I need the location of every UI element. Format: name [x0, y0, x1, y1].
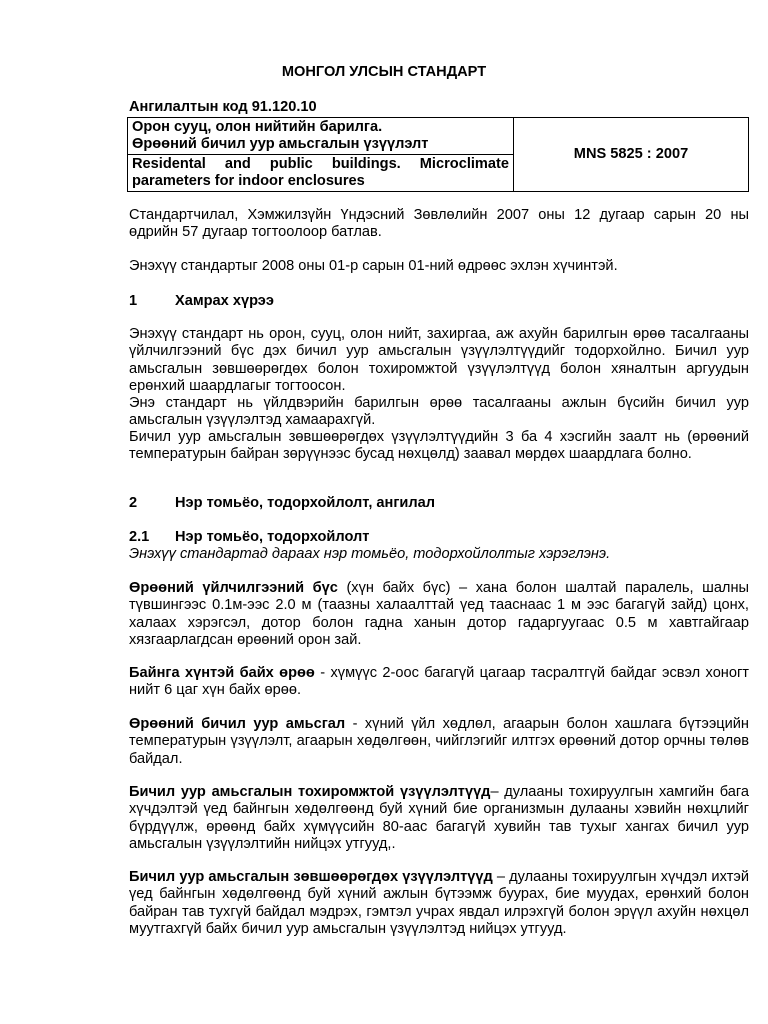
section-1-heading: [129, 293, 274, 310]
section-2-1-intro: Энэхүү стандартад дараах нэр томьёо, тодорхойлолтыг хэрэглэнэ.: [129, 546, 611, 562]
definition-term: Өрөөний бичил уур амьсгал: [129, 716, 346, 732]
document-title: МОНГОЛ УЛСЫН СТАНДАРТ: [281, 64, 487, 80]
definition-text: – дулааны тохируулгын хүчдэл ихтэй үед байнгын хөдөлгөөнд буй хүний ажлын бүтээмж буурах, бие муудах, ерөнхий болон байран тав тухгүй байдал мэдрэх, гэмтэл учрах явдал илрэхгүй болон эрүүл ахуйн нөхцөл муутгахгүй байх бичил уур амьсгалын үзүүлэлтэд нийцэх утгууд.: [129, 869, 749, 938]
definition-item: [129, 580, 749, 650]
approval-paragraph: Стандартчилал, Хэмжилзүйн Үндэсний Зөвлөлийн 2007 оны 12 дугаар сарын 20 ны өдрийн 57 дугаар тогтоолоор батлав.: [129, 207, 749, 241]
section-1-paragraph-1: Энэхүү стандарт нь орон, сууц, олон нийт, захиргаа, аж ахуйн барилгын өрөө тасалгааны үйлчилгээний бүс дэх бичил уур амьсгалын үзүүлэлтүүдийг тодорхойлно. Бичил уур амьсгалын зөвшөөрөгдөх болон тохиромжтой үзүүлэлтүүд болон хяналтын аргуудын ерөнхий шаардлагыг тогтоосон.: [129, 326, 749, 395]
section-2-number: 2: [129, 495, 138, 511]
mn-title-line2: Өрөөний бичил уур амьсгалын үзүүлэлт: [132, 136, 429, 152]
definition-text: - хүмүүс 2-оос багагүй цагаар тасралтгүй байдаг эсвэл хоногт нийт 6 цаг хүн байх өрөө.: [129, 665, 749, 699]
section-2-1-title: Нэр томьёо, тодорхойлолт: [175, 529, 370, 545]
section-1-title: Хамрах хүрээ: [175, 293, 274, 309]
definition-text: – дулааны тохируулгын хамгийн бага хүчдэлтэй үед байнгын хөдөлгөөнд буй хүний бие организмын дулааны хэвийн нөхцлийг бүрдүүлж, өрөөнд байх хүмүүсийн 80-аас багагүй хувийн тав тухыг хангах бичил уур амьсгалын үзүүлэлтийн нийцэх утгууд,.: [129, 784, 749, 853]
standard-header-table: [127, 117, 749, 192]
section-1-number: 1: [129, 293, 138, 309]
classification-code: Ангилалтын код 91.120.10: [129, 99, 317, 115]
section-2-1-number: 2.1: [129, 529, 150, 545]
mn-title-cell: [128, 118, 514, 155]
effective-paragraph: Энэхүү стандартыг 2008 оны 01-р сарын 01-ний өдрөөс эхлэн хүчинтэй.: [129, 258, 618, 274]
definition-item: [129, 784, 749, 854]
mn-title-line1: Орон сууц, олон нийтийн барилга.: [132, 119, 383, 135]
definition-item: [129, 665, 749, 700]
section-1-paragraph-2: Энэ стандарт нь үйлдвэрийн барилгын өрөө тасалгааны ажлын бүсийн бичил уур амьсгалын үзүүлэлтэд хамаарахгүй.: [129, 395, 749, 429]
standard-number: MNS 5825 : 2007: [514, 118, 749, 192]
definition-text: (хүн байх бүс) – хана болон шалтай паралель, шалны түвшингээс 0.1м-ээс 2.0 м (таазны халаалттай үед тааснаас 1 м ээс багагүй зайд) цонх, халаах хэрэгсэл, дотор болон гадна ханын дотор гадаргуугаас 0.5 м хавтгайгаар хязгаарлагдсан өрөөний орон зай.: [129, 580, 749, 649]
section-2-heading: [129, 495, 435, 512]
definition-term: Байнга хүнтэй байх өрөө: [129, 665, 315, 681]
section-1-paragraph-3: Бичил уур амьсгалын зөвшөөрөгдөх үзүүлэлтүүдийн 3 ба 4 хэсгийн заалт нь (өрөөний температурын байран зөрүүнээс бусад нөхцөлд) заавал мөрдөх шаардлага болно.: [129, 429, 749, 463]
definition-text: - хүний үйл хөдлөл, агаарын болон хашлага бүтээцийн температурын үзүүлэлт, агаарын хөдөлгөөн, чийглэгийг илтгэх өрөөний дотор орчны төлөв байдал.: [129, 716, 749, 767]
en-title-cell: Residental and public buildings. Microclimate parameters for indoor enclosures: [128, 155, 514, 192]
section-2-1-heading: [129, 529, 369, 546]
definition-term: Бичил уур амьсгалын зөвшөөрөгдөх үзүүлэлтүүд: [129, 869, 493, 885]
definition-item: [129, 716, 749, 768]
section-2-title: Нэр томьёо, тодорхойлолт, ангилал: [175, 495, 436, 511]
definition-item: [129, 869, 749, 939]
definition-term: Өрөөний үйлчилгээний бүс: [129, 580, 338, 596]
definition-term: Бичил уур амьсгалын тохиромжтой үзүүлэлтүүд: [129, 784, 491, 800]
